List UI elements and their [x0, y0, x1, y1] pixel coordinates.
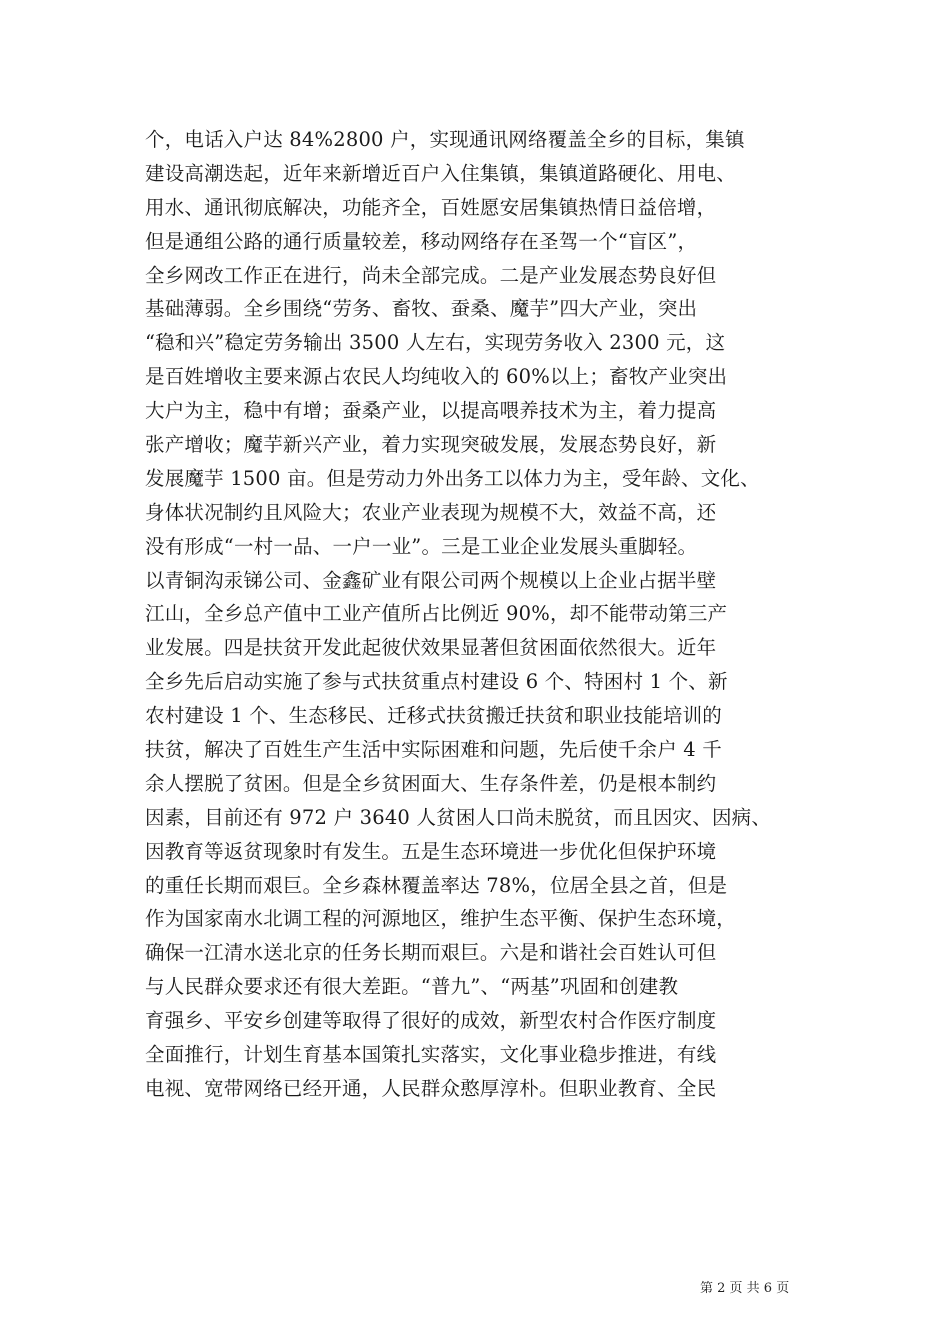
text-line: 发展魔芋 1500 亩。但是劳动力外出务工以体力为主，受年龄、文化、 [145, 466, 760, 490]
text-line: 电视、宽带网络已经开通，人民群众憨厚淳朴。但职业教育、全民 [145, 1076, 717, 1100]
text-line: 全乡先后启动实施了参与式扶贫重点村建设 6 个、特困村 1 个、新 [145, 670, 728, 694]
body-text [145, 123, 815, 1106]
text-line: 因教育等返贫现象时有发生。五是生态环境进一步优化但保护环境 [145, 839, 717, 863]
text-line: 没有形成“一村一品、一户一业”。三是工业企业发展头重脚轻。 [145, 534, 698, 558]
text-line: 与人民群众要求还有很大差距。“普九”、“两基”巩固和创建教 [145, 975, 679, 999]
text-line: 建设高潮迭起，近年来新增近百户入住集镇，集镇道路硬化、用电、 [145, 161, 737, 185]
text-line: 扶贫，解决了百姓生产生活中实际困难和问题，先后使千余户 4 千 [145, 738, 723, 762]
text-line: 身体状况制约且风险大；农业产业表现为规模不大，效益不高，还 [145, 500, 717, 524]
text-line: 用水、通讯彻底解决，功能齐全，百姓愿安居集镇热情日益倍增， [145, 195, 717, 219]
text-line: 确保一江清水送北京的任务长期而艰巨。六是和谐社会百姓认可但 [145, 941, 717, 965]
text-line: 是百姓增收主要来源占农民人均纯收入的 60%以上；畜牧产业突出 [145, 365, 728, 389]
text-line: 大户为主，稳中有增；蚕桑产业，以提高喂养技术为主，着力提高 [145, 399, 717, 423]
text-line: 作为国家南水北调工程的河源地区，维护生态平衡、保护生态环境， [145, 907, 737, 931]
text-line: 育强乡、平安乡创建等取得了很好的成效，新型农村合作医疗制度 [145, 1009, 717, 1033]
text-line: 农村建设 1 个、生态移民、迁移式扶贫搬迁扶贫和职业技能培训的 [145, 704, 723, 728]
text-line: 业发展。四是扶贫开发此起彼伏效果显著但贫困面依然很大。近年 [145, 636, 717, 660]
text-line: 的重任长期而艰巨。全乡森林覆盖率达 78%，位居全县之首，但是 [145, 873, 728, 897]
page-number-footer: 第 2 页 共 6 页 [700, 1281, 790, 1296]
text-line: “稳和兴”稳定劳务输出 3500 人左右，实现劳务收入 2300 元，这 [145, 331, 726, 355]
text-line: 个，电话入户达 84%2800 户，实现通讯网络覆盖全乡的目标，集镇 [145, 128, 745, 151]
text-line: 因素，目前还有 972 户 3640 人贫困人口尚未脱贫，而且因灾、因病、 [145, 805, 772, 829]
text-line: 以青铜沟汞锑公司、金鑫矿业有限公司两个规模以上企业占据半壁 [145, 568, 717, 592]
text-line: 张产增收；魔芋新兴产业，着力实现突破发展，发展态势良好，新 [145, 433, 717, 457]
text-line: 全乡网改工作正在进行，尚未全部完成。二是产业发展态势良好但 [145, 263, 717, 287]
text-line: 余人摆脱了贫困。但是全乡贫困面大、生存条件差，仍是根本制约 [145, 771, 717, 795]
text-line: 江山，全乡总产值中工业产值所占比例近 90%，却不能带动第三产 [145, 602, 728, 626]
text-line: 全面推行，计划生育基本国策扎实落实，文化事业稳步推进，有线 [145, 1043, 717, 1067]
text-line: 但是通组公路的通行质量较差，移动网络存在圣驾一个“盲区”， [145, 229, 698, 253]
text-line: 基础薄弱。全乡围绕“劳务、畜牧、蚕桑、魔芋”四大产业，突出 [145, 297, 698, 321]
